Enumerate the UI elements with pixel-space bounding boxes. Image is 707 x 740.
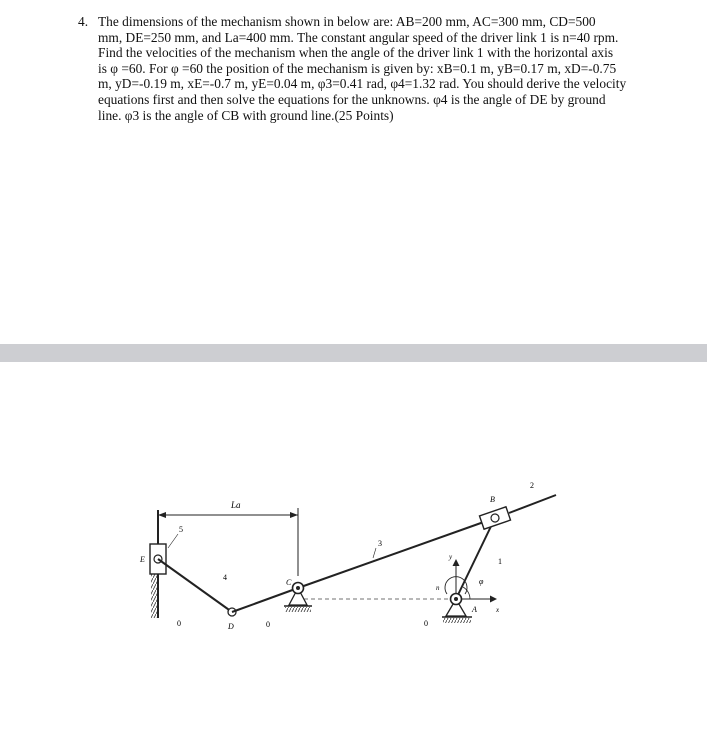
- point-d-label: D: [228, 622, 234, 631]
- n-label: n: [436, 584, 440, 592]
- link-4-label: 4: [223, 573, 227, 582]
- y-axis-label: y: [449, 553, 453, 561]
- problem-line: mm, DE=250 mm, and La=400 mm. The constant angular speed of the driver link 1 is n=40 rpm.: [98, 29, 619, 45]
- la-dimension: [158, 508, 298, 576]
- link-4-de: [158, 559, 232, 612]
- page-divider: [0, 344, 707, 362]
- link-1-label: 1: [498, 557, 502, 566]
- phi-angle-arc: [463, 587, 470, 599]
- link-2: [509, 495, 556, 513]
- problem-statement: [78, 14, 658, 123]
- problem-line: line. φ3 is the angle of CB with ground line.(25 Points): [98, 107, 394, 123]
- point-c-label: C: [286, 578, 292, 587]
- problem-line: The dimensions of the mechanism shown in below are: AB=200 mm, AC=300 mm, CD=500: [98, 14, 596, 29]
- point-b-label: B: [490, 495, 495, 504]
- la-label: La: [231, 500, 241, 510]
- link-3-label: 3: [378, 539, 382, 548]
- ground-label-e: 0: [177, 619, 181, 628]
- problem-line: Find the velocities of the mechanism when the angle of the driver link 1 with the horizontal axis: [98, 45, 614, 61]
- ground-label-a: 0: [424, 619, 428, 628]
- link-5-leader: [168, 534, 178, 548]
- problem-text: [98, 14, 658, 123]
- problem-number: 4.: [78, 14, 89, 29]
- link-2-label: 2: [530, 481, 534, 490]
- pivot-a: [442, 594, 472, 624]
- point-a-label: A: [472, 605, 477, 614]
- problem-line: m, yD=-0.19 m, xE=-0.7 m, yE=0.04 m, φ3=0.41 rad, φ4=1.32 rad. You should derive the velocity: [98, 76, 627, 92]
- ground-label-d: 0: [266, 620, 270, 629]
- point-e-label: E: [140, 555, 145, 564]
- phi-label: φ: [479, 577, 484, 586]
- problem-line: is φ =60. For φ =60 the position of the mechanism is given by: xB=0.1 m, yB=0.17 m, xD=-0.75: [98, 60, 617, 76]
- slider-block-b: [479, 507, 510, 529]
- x-axis-label: x: [496, 606, 500, 614]
- problem-line: equations first and then solve the equations for the unknowns. φ4 is the angle of DE by ground: [98, 91, 606, 107]
- link-5-label: 5: [179, 525, 183, 534]
- mechanism-diagram: [0, 362, 707, 740]
- link-3-leader: [373, 548, 376, 558]
